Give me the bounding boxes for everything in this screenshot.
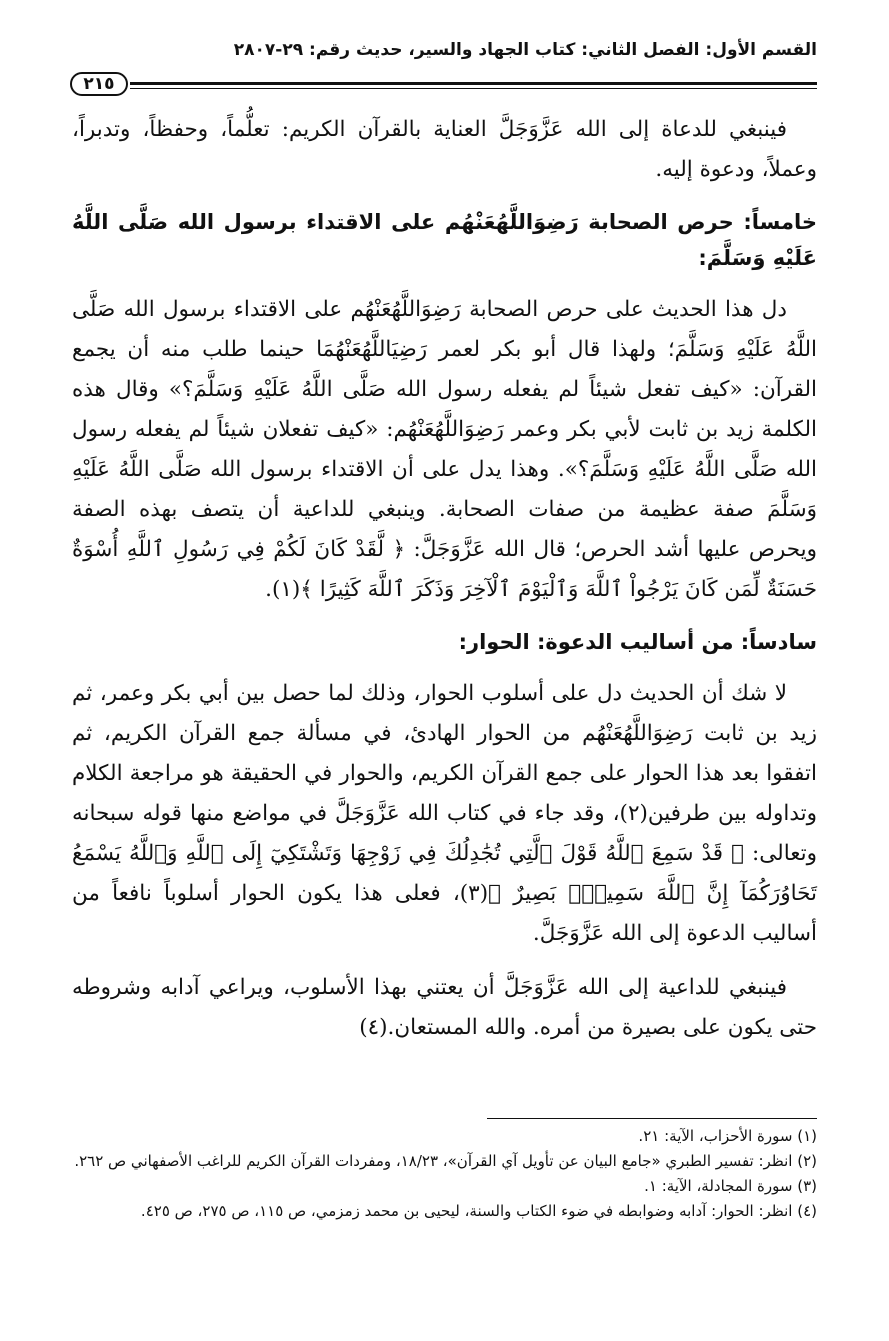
footnotes [72,1124,817,1224]
section-heading-5: خامساً: حرص الصحابة رَضِوَاللَّهُعَنْهُم على الاقتداء برسول الله صَلَّى اللَّهُ عَلَيْهِ وَسَلَّمَ: [72,210,817,270]
footnote-2: (٢) انظر: تفسير الطبري «جامع البيان عن تأويل آي القرآن»، ١٨/٢٣، ومفردات القرآن الكريم للراغب الأصفهاني ص ٢٦٢. [74,1152,817,1170]
footnote-3: (٣) سورة المجادلة، الآية: ١. [644,1177,817,1195]
footnote-1: (١) سورة الأحزاب، الآية: ٢١. [638,1127,817,1145]
paragraph-quran-care: فينبغي للدعاة إلى الله عَزَّوَجَلَّ العناية بالقرآن الكريم: تعلُّماً، وحفظاً، وتدبراً، وعملاً، ودعوة إليه. [72,117,817,182]
footnote-separator [487,1118,817,1119]
running-header: القسم الأول: الفصل الثاني: كتاب الجهاد والسير، حديث رقم: ٢٩-٢٨٠٧ [233,40,817,60]
paragraph-following-prophet: دل هذا الحديث على حرص الصحابة رَضِوَاللَّهُعَنْهُم على الاقتداء برسول الله صَلَّى اللَّهُ عَلَيْهِ وَسَلَّمَ؛ ولهذا قال أبو بكر لعمر رَضِيَاللَّهُعَنْهُمَا حينما طلب منه أن يجمع القرآن: «كيف تفعل شيئاً لم يفعله رسول الله صَلَّى اللَّهُ عَلَيْهِ وَسَلَّمَ؟» وقال هذه الكلمة زيد بن ثابت لأبي بكر وعمر رَضِوَاللَّهُعَنْهُم: «كيف تفعلان شيئاً لم يفعله رسول الله صَلَّى اللَّهُ عَلَيْهِ وَسَلَّمَ؟». وهذا يدل على أن الاقتداء برسول الله صَلَّى اللَّهُ عَلَيْهِ وَسَلَّمَ صفة عظيمة من صفات الصحابة. وينبغي للداعية أن يتصف بهذه الصفة ويحرص عليها أشد الحرص؛ قال الله عَزَّوَجَلَّ: ﴿ لَّقَدْ كَانَ لَكُمْ فِي رَسُولِ ٱللَّهِ أُسْوَةٌ حَسَنَةٌ لِّمَن كَانَ يَرْجُواْ ٱللَّهَ وَٱلْيَوْمَ ٱلْآخِرَ وَذَكَرَ ٱللَّهَ كَثِيرًا ﴾(١). [72,297,818,602]
footnote-4: (٤) انظر: الحوار: آدابه وضوابطه في ضوء الكتاب والسنة، ليحيى بن محمد زمزمي، ص ١١٥، ص ٢٧٥، ص ٤٢٥. [140,1202,817,1220]
paragraph-conclusion: فينبغي للداعية إلى الله عَزَّوَجَلَّ أن يعتني بهذا الأسلوب، ويراعي آدابه وشروطه حتى يكون على بصيرة من أمره. والله المستعان.(٤) [72,975,817,1040]
main-text [72,110,817,1062]
section-heading-6: سادساً: من أساليب الدعوة: الحوار: [458,630,817,654]
header-rule [130,82,817,89]
page-number: ٢١٥ [70,72,128,96]
header-rule-group [70,72,817,96]
paragraph-dialogue: لا شك أن الحديث دل على أسلوب الحوار، وذلك لما حصل بين أبي بكر وعمر، ثم زيد بن ثابت رَضِوَاللَّهُعَنْهُم من الحوار الهادئ، في مسألة جمع القرآن الكريم، ثم اتفقوا بعد هذا الحوار على جمع القرآن الكريم، والحوار في الحقيقة هو مراجعة الكلام وتداوله بين طرفين(٢)، وقد جاء في كتاب الله عَزَّوَجَلَّ في مواضع منها قوله سبحانه وتعالى: ﴿ قَدْ سَمِعَ ٱللَّهُ قَوْلَ ٱلَّتِي تُجَٰدِلُكَ فِي زَوْجِهَا وَتَشْتَكِيٓ إِلَى ٱللَّهِ وَٱللَّهُ يَسْمَعُ تَحَاوُرَكُمَآ إِنَّ ٱللَّهَ سَمِيعُۢ بَصِيرٌ ﴾(٣)، فعلى هذا يكون الحوار أسلوباً نافعاً من أساليب الدعوة إلى الله عَزَّوَجَلَّ. [72,681,817,946]
